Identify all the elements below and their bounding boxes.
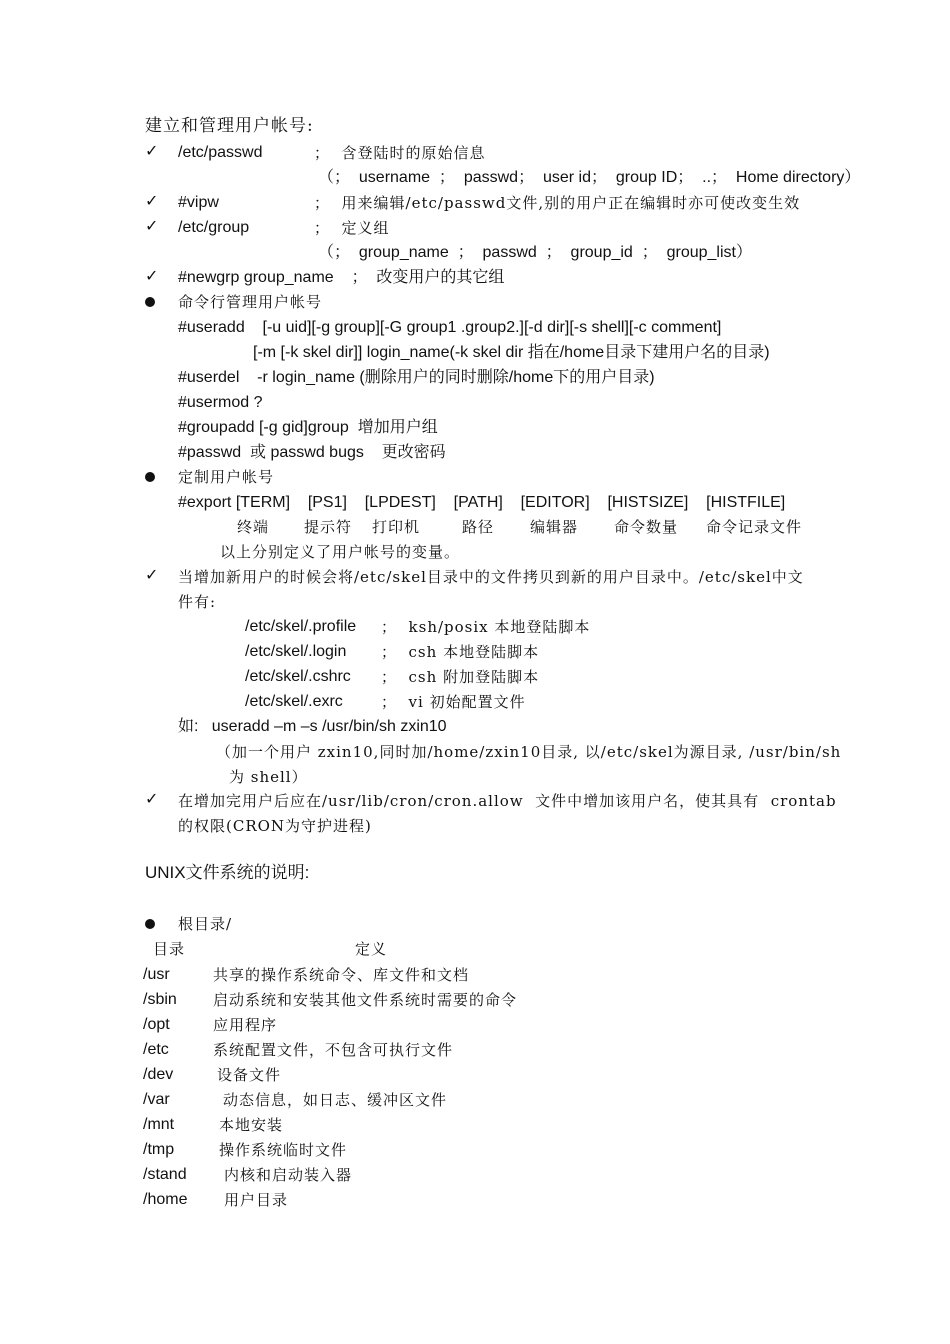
export-label-histfile: 命令记录文件 [706, 518, 803, 536]
dir-def: 共享的操作系统命令、库文件和文档 [213, 966, 470, 984]
dir-name: /stand [143, 1166, 187, 1183]
bullet-icon [145, 472, 155, 482]
vipw-cmd: #vipw [178, 194, 219, 211]
column-header-dir: 目录 [153, 940, 186, 958]
groupadd-line: #groupadd [-g gid]group 增加用户组 [178, 419, 438, 436]
example-note-1: （加一个用户 zxin10,同时加/home/zxin10目录, 以/etc/skel为源目录, /usr/bin/sh [216, 743, 842, 761]
example-note-2: 为 shell） [229, 768, 308, 786]
dir-name: /var [143, 1091, 170, 1108]
dir-def: 操作系统临时文件 [219, 1141, 348, 1159]
dir-name: /dev [143, 1066, 174, 1083]
usermod-line: #usermod ? [178, 394, 263, 411]
dir-def: 系统配置文件，不包含可执行文件 [213, 1041, 454, 1059]
section-title-accounts: 建立和管理用户帐号: [145, 116, 314, 136]
check-icon: ✓ [145, 218, 159, 235]
export-label-path: 路径 [462, 518, 495, 536]
vipw-desc: ； 用来编辑/etc/passwd文件,别的用户正在编辑时亦可使改变生效 [314, 194, 801, 212]
group-desc: ； 定义组 [314, 219, 390, 237]
dir-name: /home [143, 1191, 188, 1208]
dir-name: /etc [143, 1041, 169, 1058]
check-icon: ✓ [145, 268, 159, 285]
group-fields: （； group_name ； passwd ； group_id ； group_list） [318, 244, 752, 261]
dir-name: /tmp [143, 1141, 175, 1158]
passwd-path: /etc/passwd [178, 144, 263, 161]
export-label-editor: 编辑器 [530, 518, 579, 536]
userdel-line: #userdel -r login_name (删除用户的同时删除/home下的用户目录) [178, 369, 655, 386]
custom-title: 定制用户帐号 [178, 468, 275, 486]
cron-line-2: 的权限(CRON为守护进程) [178, 817, 372, 835]
dir-def: 设备文件 [217, 1066, 282, 1084]
skel-file: /etc/skel/.login [245, 643, 347, 660]
export-label-ps1: 提示符 [304, 518, 353, 536]
check-icon: ✓ [145, 143, 159, 160]
group-path: /etc/group [178, 219, 250, 236]
dir-name: /opt [143, 1016, 170, 1033]
skel-file-desc: ； csh 本地登陆脚本 [381, 643, 540, 661]
dir-def: 内核和启动装入器 [224, 1166, 353, 1184]
check-icon: ✓ [145, 193, 159, 210]
newgrp-line: #newgrp group_name ； 改变用户的其它组 [178, 269, 505, 286]
skel-line-1: 当增加新用户的时候会将/etc/skel目录中的文件拷贝到新的用户目录中。/etc/skel中文 [178, 568, 804, 586]
dir-name: /mnt [143, 1116, 175, 1133]
root-title: 根目录/ [178, 915, 233, 933]
bullet-icon [145, 297, 155, 307]
skel-file: /etc/skel/.cshrc [245, 668, 351, 685]
check-icon: ✓ [145, 567, 159, 584]
dir-def: 用户目录 [224, 1191, 289, 1209]
export-note: 以上分别定义了用户帐号的变量。 [220, 543, 461, 561]
dir-def: 动态信息，如日志、缓冲区文件 [223, 1091, 448, 1109]
export-label-histsize: 命令数量 [614, 518, 679, 536]
bullet-icon [145, 919, 155, 929]
dir-def: 本地安装 [219, 1116, 284, 1134]
skel-file: /etc/skel/.profile [245, 618, 357, 635]
skel-line-2: 件有: [178, 593, 217, 611]
passwd-cmd-line: #passwd 或 passwd bugs 更改密码 [178, 444, 446, 461]
useradd-line-1: #useradd [-u uid][-g group][-G group1 .group2.][-d dir][-s shell][-c comment] [178, 319, 722, 336]
export-label-lpdest: 打印机 [372, 518, 421, 536]
dir-def: 应用程序 [213, 1016, 278, 1034]
skel-file-desc: ； ksh/posix 本地登陆脚本 [381, 618, 591, 636]
dir-name: /sbin [143, 991, 177, 1008]
passwd-fields: （； username ； passwd； user id； group ID； ..； Home directory） [318, 169, 861, 186]
cron-line-1: 在增加完用户后应在/usr/lib/cron/cron.allow 文件中增加该用户名，使其具有 crontab [178, 792, 837, 810]
check-icon: ✓ [145, 791, 159, 808]
column-header-def: 定义 [355, 940, 388, 958]
skel-file-desc: ； vi 初始配置文件 [381, 693, 526, 711]
cli-title: 命令行管理用户帐号 [178, 293, 323, 311]
export-label-term: 终端 [237, 518, 270, 536]
skel-file-desc: ； csh 附加登陆脚本 [381, 668, 540, 686]
section-title-filesystem: UNIX文件系统的说明: [145, 863, 310, 882]
example-line: 如: useradd –m –s /usr/bin/sh zxin10 [178, 718, 447, 735]
dir-def: 启动系统和安装其他文件系统时需要的命令 [213, 991, 518, 1009]
export-line: #export [TERM] [PS1] [LPDEST] [PATH] [EDITOR] [HISTSIZE] [HISTFILE] [178, 494, 786, 511]
dir-name: /usr [143, 966, 170, 983]
skel-file: /etc/skel/.exrc [245, 693, 343, 710]
passwd-desc: ； 含登陆时的原始信息 [314, 144, 486, 162]
useradd-line-2: [-m [-k skel dir]] login_name(-k skel dir 指在/home目录下建用户名的目录) [253, 344, 770, 361]
